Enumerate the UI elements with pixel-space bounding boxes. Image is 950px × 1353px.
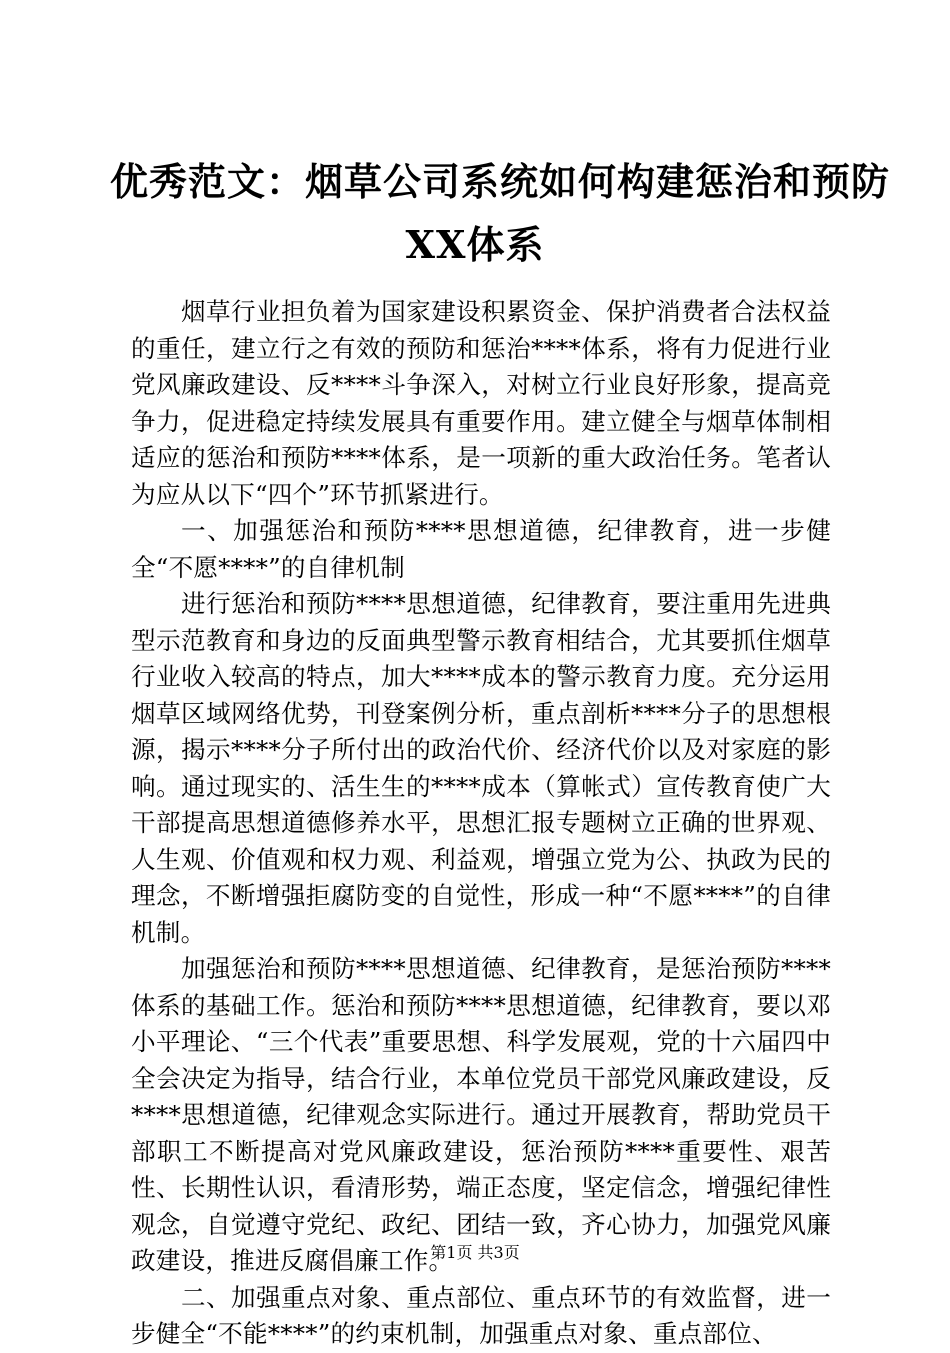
section-heading-2: 二、加强重点对象、重点部位、重点环节的有效监督，进一步健全“不能****”的约束机制，加强重点对象、重点部位、 [131,1282,831,1348]
document-title-line-1: 优秀范文：烟草公司系统如何构建惩治和预防 [110,159,891,204]
paragraph-section-1-a: 进行惩治和预防****思想道德，纪律教育，要注重用先进典型示范教育和身边的反面典型警示教育相结合，尤其要抓住烟草行业收入较高的特点，加大****成本的警示教育力度。充分运用烟草区域网络优势，刊登案例分析，重点剖析****分子的思想根源，揭示****分子所付出的政治代价、经济代价以及对家庭的影响。通过现实的、活生生的****成本（算帐式）宣传教育使广大干部提高思想道德修养水平，思想汇报专题树立正确的世界观、人生观、价值观和权力观、利益观，增强立党为公、执政为民的理念，不断增强拒腐防变的自觉性，形成一种“不愿****”的自律机制。 [131,589,831,947]
document-body [131,294,831,1353]
paragraph-section-1-b: 加强惩治和预防****思想道德、纪律教育，是惩治预防****体系的基础工作。惩治和预防****思想道德，纪律教育，要以邓小平理论、“三个代表”重要思想、科学发展观，党的十六届四中全会决定为指导，结合行业，本单位党员干部党风廉政建设，反****思想道德，纪律观念实际进行。通过开展教育，帮助党员干部职工不断提高对党风廉政建设，惩治预防****重要性、艰苦性、长期性认识，看清形势，端正态度，坚定信念，增强纪律性观念，自觉遵守党纪、政纪、团结一致，齐心协力，加强党风廉政建设，推进反腐倡廉工作。 [131,954,831,1275]
section-heading-1: 一、加强惩治和预防****思想道德，纪律教育，进一步健全“不愿****”的自律机制 [131,516,831,582]
paragraph-intro: 烟草行业担负着为国家建设积累资金、保护消费者合法权益的重任，建立行之有效的预防和惩治****体系，将有力促进行业党风廉政建设、反****斗争深入，对树立行业良好形象，提高竞争力，促进稳定持续发展具有重要作用。建立健全与烟草体制相适应的惩治和预防****体系，是一项新的重大政治任务。笔者认为应从以下“四个”环节抓紧进行。 [131,297,831,509]
document-title-line-2: XX体系 [405,222,545,267]
page-footer: 第1页 共3页 [430,1243,520,1262]
